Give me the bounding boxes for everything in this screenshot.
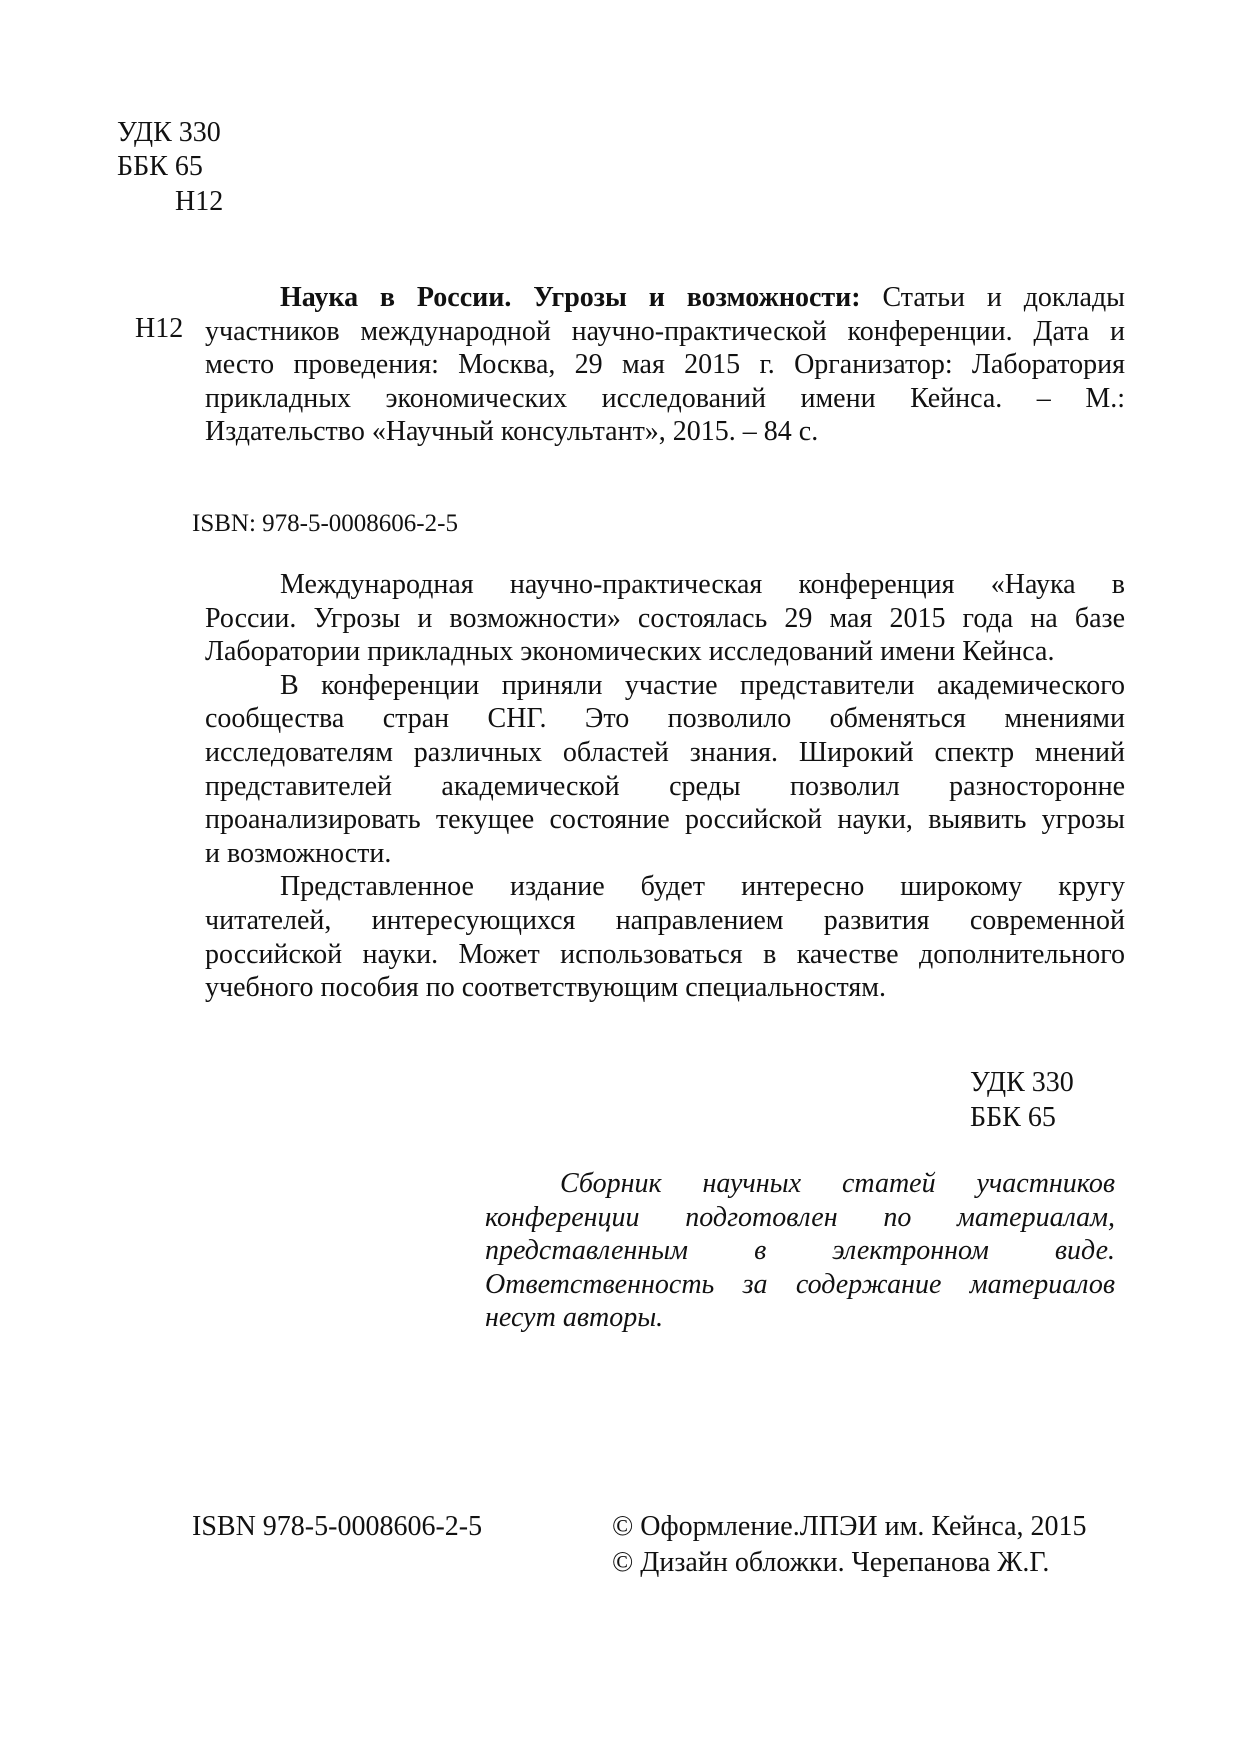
author-mark: Н12	[175, 186, 224, 217]
annotation-p3-line-3: российской науки. Может использоваться в качестве дополнительного	[205, 938, 1125, 970]
annotation-p1-line-2: России. Угрозы и возможности» состоялась 29 мая 2015 года на базе	[205, 602, 1125, 634]
disclaimer-line-2: конференции подготовлен по материалам,	[485, 1201, 1115, 1233]
disclaimer-line-5: несут авторы.	[485, 1302, 664, 1334]
copyright-design: © Оформление.ЛПЭИ им. Кейнса, 2015	[612, 1511, 1087, 1542]
udk-code: УДК 330	[117, 117, 221, 148]
right-udk-code: УДК 330	[970, 1067, 1074, 1098]
annotation-p2-line-3: исследователям различных областей знания. Широкий спектр мнений	[205, 736, 1125, 768]
annotation-p2-line-1: В конференции приняли участие представители академического	[280, 669, 1125, 701]
disclaimer-line-1: Сборник научных статей участников	[560, 1168, 1115, 1199]
citation-line-4: прикладных экономических исследований имени Кейнса. – М.:	[205, 382, 1125, 414]
annotation-p3-line-4: учебного пособия по соответствующим специальностям.	[205, 972, 886, 1004]
copyright-cover: © Дизайн обложки. Черепанова Ж.Г.	[612, 1547, 1050, 1578]
disclaimer-line-4: Ответственность за содержание материалов	[485, 1268, 1115, 1300]
annotation-p2-line-5: проанализировать текущее состояние российской науки, выявить угрозы	[205, 804, 1125, 836]
disclaimer	[485, 1167, 1115, 1335]
isbn-line: ISBN: 978-5-0008606-2-5	[192, 510, 458, 537]
bbk-code: ББК 65	[117, 151, 203, 182]
citation-line-3: место проведения: Москва, 29 мая 2015 г. Организатор: Лаборатория	[205, 349, 1125, 381]
bibliographic-citation	[205, 281, 1125, 449]
citation-line-2: участников международной научно-практической конференции. Дата и	[205, 315, 1125, 347]
annotation-p1-line-1: Международная научно-практическая конференция «Наука в	[280, 569, 1125, 600]
right-bbk-code: ББК 65	[970, 1102, 1056, 1133]
citation-title: Наука в России. Угрозы и возможности:	[280, 282, 861, 313]
annotation-p3-line-2: читателей, интересующихся направлением развития современной	[205, 904, 1125, 936]
annotation-p1-line-3: Лаборатории прикладных экономических исследований имени Кейнса.	[205, 636, 1055, 668]
annotation-p2-line-2: сообщества стран СНГ. Это позволило обменяться мнениями	[205, 703, 1125, 735]
annotation	[205, 568, 1125, 1005]
citation-line-1: Наука в России. Угрозы и возможности: Статьи и доклады	[280, 282, 1125, 313]
annotation-p2-line-6: и возможности.	[205, 837, 392, 869]
annotation-p2-line-4: представителей академической среды позволил разносторонне	[205, 770, 1125, 802]
footer-isbn: ISBN 978-5-0008606-2-5	[192, 1511, 483, 1542]
citation-line-5: Издательство «Научный консультант», 2015. – 84 с.	[205, 416, 819, 448]
disclaimer-line-3: представленным в электронном виде.	[485, 1235, 1115, 1267]
annotation-p3-line-1: Представленное издание будет интересно широкому кругу	[280, 871, 1125, 903]
citation-margin-mark: Н12	[135, 313, 184, 344]
